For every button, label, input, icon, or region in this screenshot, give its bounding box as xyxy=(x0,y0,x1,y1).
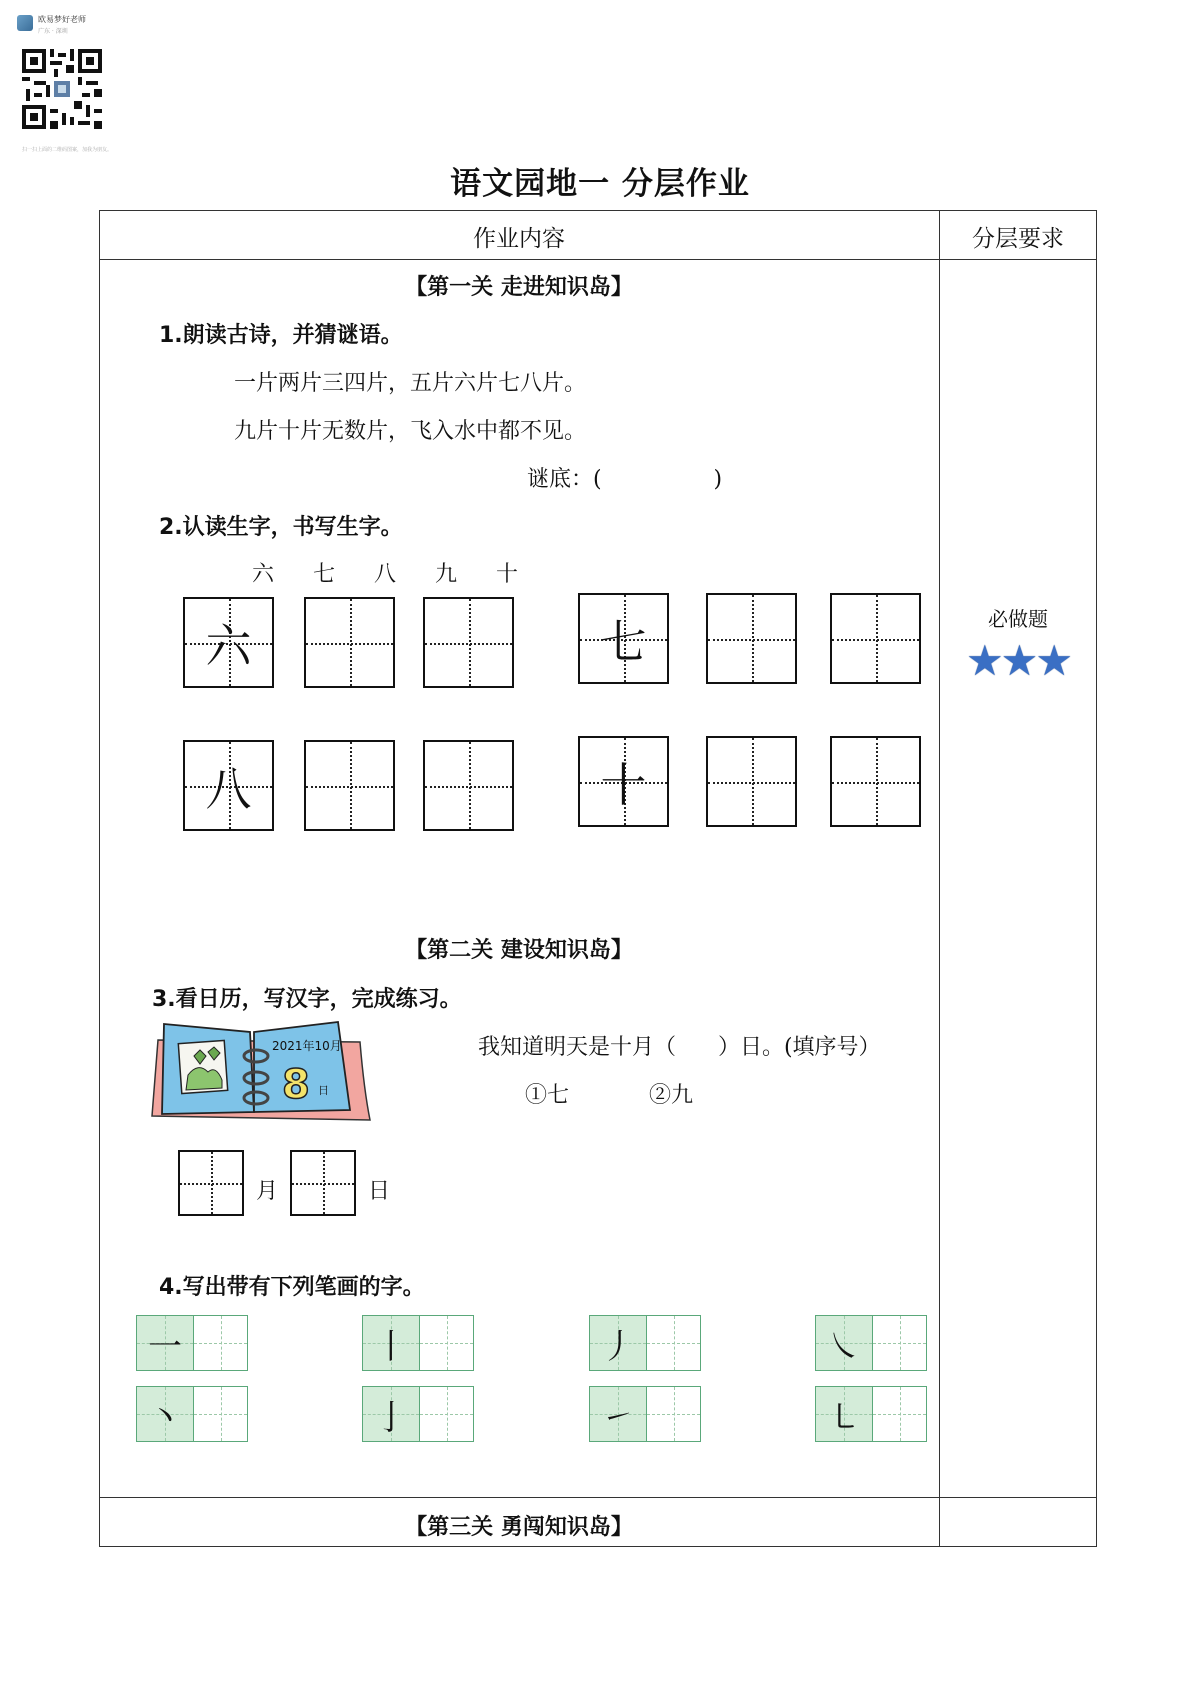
writing-box[interactable] xyxy=(304,597,395,688)
char-qi: 七 xyxy=(313,562,336,587)
q2-label: 2.认读生字，书写生字。 xyxy=(159,515,403,540)
brand-sub: 广东 · 深圳 xyxy=(38,28,68,35)
writing-box[interactable] xyxy=(830,736,921,827)
char-jiu: 九 xyxy=(435,562,458,587)
stroke-box-ti[interactable]: ㇀ xyxy=(589,1386,701,1442)
brand-avatar xyxy=(17,15,33,31)
q3-label: 3.看日历，写汉字，完成练习。 xyxy=(152,987,462,1012)
q4-label: 4.写出带有下列笔画的字。 xyxy=(159,1275,425,1300)
writing-box[interactable] xyxy=(423,597,514,688)
brand-name: 欧易梦好老师 xyxy=(38,15,86,24)
stroke-box-shu[interactable]: 丨 xyxy=(362,1315,474,1371)
model-box-liu: 六 xyxy=(183,597,274,688)
day-writing-box[interactable] xyxy=(290,1150,356,1216)
calendar-day-unit: 日 xyxy=(318,1084,329,1097)
row-divider xyxy=(99,1497,1097,1498)
header-content: 作业内容 xyxy=(473,226,565,252)
calendar-day: 8 xyxy=(282,1062,310,1108)
stroke-box-heng[interactable]: 一 xyxy=(136,1315,248,1371)
writing-box[interactable] xyxy=(304,740,395,831)
stroke-box-pie[interactable]: 丿 xyxy=(589,1315,701,1371)
qr-caption: 扫一扫上面的二维码图案，加我为朋友。 xyxy=(22,147,113,153)
requirement-label: 必做题 xyxy=(988,607,1048,631)
month-label: 月 xyxy=(256,1179,279,1204)
poem-line-1: 一片两片三四片，五片六片七八片。 xyxy=(234,371,587,396)
header-requirement: 分层要求 xyxy=(972,226,1064,252)
q1-label: 1.朗读古诗，并猜谜语。 xyxy=(159,323,403,348)
calendar-illustration xyxy=(150,1020,375,1130)
option-2[interactable]: ②九 xyxy=(649,1083,694,1108)
option-1[interactable]: ①七 xyxy=(525,1083,570,1108)
model-box-qi: 七 xyxy=(578,593,669,684)
stroke-box-na[interactable]: ㇏ xyxy=(815,1315,927,1371)
q3-question: 我知道明天是十月（ ）日。(填序号） xyxy=(478,1035,881,1060)
char-liu: 六 xyxy=(252,562,275,587)
poem-line-2: 九片十片无数片，飞入水中都不见。 xyxy=(234,419,587,444)
stroke-box-shuti[interactable]: ㇄ xyxy=(815,1386,927,1442)
stroke-box-shugou[interactable]: 亅 xyxy=(362,1386,474,1442)
day-label: 日 xyxy=(368,1179,391,1204)
calendar-month: 2021年10月 xyxy=(272,1039,342,1053)
page-title: 语文园地一 分层作业 xyxy=(450,166,750,202)
level3-heading: 【第三关 勇闯知识岛】 xyxy=(405,1515,633,1540)
column-divider xyxy=(939,210,940,1547)
level1-heading: 【第一关 走进知识岛】 xyxy=(405,275,633,300)
riddle-answer: 谜底：( ) xyxy=(527,467,723,492)
char-ba: 八 xyxy=(374,562,397,587)
writing-box[interactable] xyxy=(830,593,921,684)
writing-box[interactable] xyxy=(706,736,797,827)
model-box-shi: 十 xyxy=(578,736,669,827)
char-shi: 十 xyxy=(496,562,519,587)
level2-heading: 【第二关 建设知识岛】 xyxy=(405,938,633,963)
writing-box[interactable] xyxy=(423,740,514,831)
star-rating: ★★★ xyxy=(966,636,1070,685)
stroke-box-dian[interactable]: 丶 xyxy=(136,1386,248,1442)
month-writing-box[interactable] xyxy=(178,1150,244,1216)
header-divider xyxy=(99,259,1097,260)
model-box-ba: 八 xyxy=(183,740,274,831)
qr-code xyxy=(22,49,102,129)
writing-box[interactable] xyxy=(706,593,797,684)
